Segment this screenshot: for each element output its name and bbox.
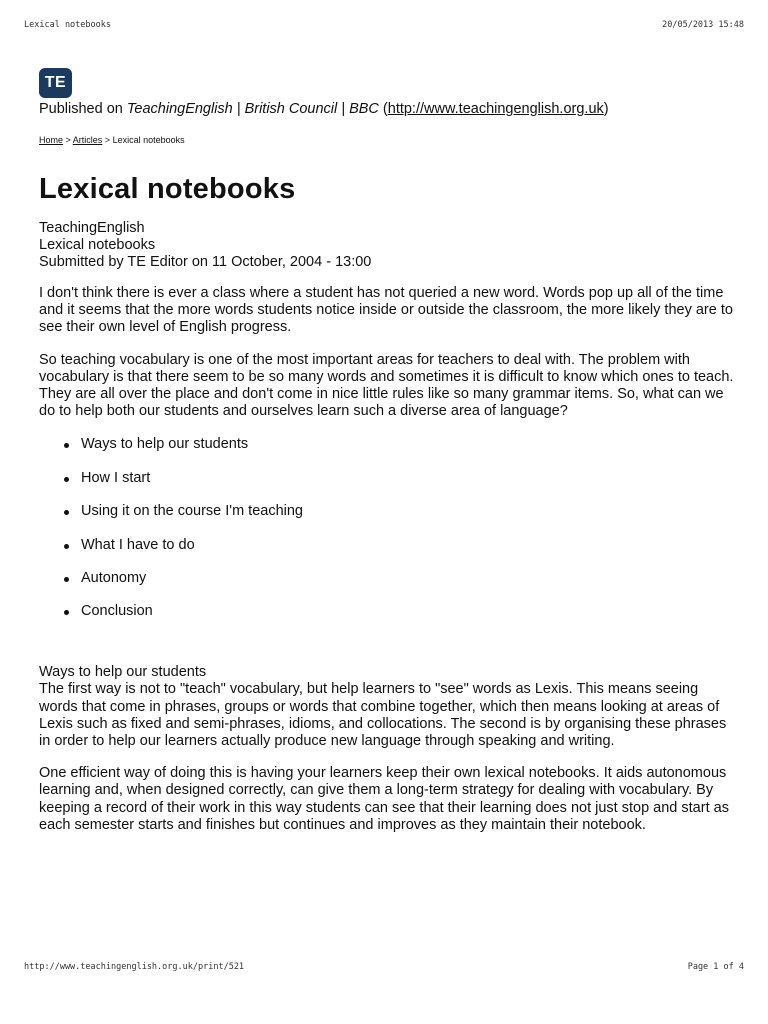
toc-item-label: Ways to help our students [81, 436, 249, 453]
print-doc-title: Lexical notebooks [24, 20, 111, 30]
print-footer [24, 962, 744, 972]
breadcrumb-current: Lexical notebooks [112, 135, 185, 145]
toc-item[interactable] [39, 470, 739, 487]
published-open-paren: ( [378, 101, 388, 117]
print-page-number: Page 1 of 4 [687, 962, 744, 972]
meta-site: TeachingEnglish [39, 220, 145, 236]
te-logo[interactable]: TE [39, 68, 72, 98]
breadcrumb [39, 134, 739, 146]
toc-item[interactable] [39, 537, 739, 554]
toc-item-label: What I have to do [81, 536, 195, 553]
published-prefix: Published on [39, 101, 127, 117]
bullet-icon [64, 510, 69, 515]
breadcrumb-separator: > [102, 135, 113, 145]
meta-submitted: Submitted by TE Editor on 11 October, 2004 - 13:00 [39, 254, 372, 270]
meta-article-name: Lexical notebooks [39, 237, 156, 253]
breadcrumb-separator: > [63, 135, 73, 145]
article-paragraph: So teaching vocabulary is one of the most important areas for teachers to deal with. The problem with vocabulary is that there seem to be so many words and sometimes it is difficult to know which ones to teach. They are all over the place and don't come in nice little rules like so many grammar items. So, what can we do to help both our students and ourselves learn such a diverse area of language? [39, 351, 734, 420]
toc-item-label: Autonomy [81, 569, 147, 586]
bullet-icon [64, 577, 69, 582]
published-close-paren: ) [603, 101, 609, 117]
toc-item[interactable] [39, 570, 739, 587]
page-content [39, 68, 739, 834]
bullet-icon [64, 544, 69, 549]
published-site-link[interactable]: http://www.teachingenglish.org.uk [387, 101, 604, 117]
print-header [24, 20, 744, 30]
bullet-icon [64, 443, 69, 448]
page-title: Lexical notebooks [39, 173, 296, 205]
toc-item-label: Conclusion [81, 603, 153, 620]
print-url: http://www.teachingenglish.org.uk/print/521 [24, 962, 245, 972]
published-site-name: TeachingEnglish | British Council | BBC [126, 101, 379, 117]
table-of-contents [39, 436, 739, 620]
article-paragraph: One efficient way of doing this is having your learners keep their own lexical notebooks. It aids autonomous learning and, when designed correctly, can give them a long-term strategy for dealing with vocabulary. By keeping a record of their work in this way students can see that their learning does not just stop and start as each semester starts and finishes but continues and improves as they maintain their notebook. [39, 765, 729, 833]
article-paragraph: I don't think there is ever a class where a student has not queried a new word. Words pop up all of the time and it seems that the more words students notice inside or outside the classroom, the more likely they are to see their own level of English progress. [39, 285, 733, 336]
print-datetime: 20/05/2013 15:48 [662, 20, 744, 30]
toc-item-label: How I start [81, 469, 151, 486]
bullet-icon [64, 610, 69, 615]
published-line [39, 100, 739, 118]
bullet-icon [64, 477, 69, 482]
toc-item[interactable] [39, 503, 739, 520]
breadcrumb-articles-link[interactable]: Articles [72, 135, 103, 145]
article-paragraph: The first way is not to "teach" vocabulary, but help learners to "see" words as Lexis. This means seeing words that come in phrases, groups or words that combine together, which then means looking at areas of Lexis such as fixed and semi-phrases, idioms, and collocations. The second is by organising these phrases in order to help our learners actually produce new language through speaking and writing. [39, 681, 727, 749]
toc-item-label: Using it on the course I'm teaching [81, 503, 303, 520]
section-heading: Ways to help our students [39, 664, 207, 681]
breadcrumb-home-link[interactable]: Home [39, 135, 64, 145]
toc-item[interactable] [39, 436, 739, 453]
article-meta [39, 220, 739, 271]
toc-item[interactable] [39, 603, 739, 620]
